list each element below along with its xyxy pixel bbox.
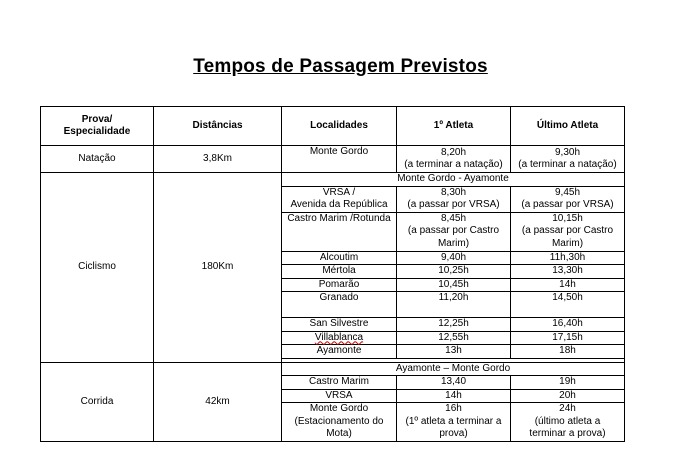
table-row (41, 146, 625, 173)
primeiro-cell: 13h (397, 345, 511, 359)
ultimo-cell: 14h (511, 278, 625, 292)
distancia-natacao: 3,8Km (154, 146, 282, 173)
primeiro-cell: 13,40 (397, 376, 511, 390)
local-cell: Alcoutim (282, 251, 397, 265)
local-cell: Monte Gordo (Estacionamento do Mota) (282, 403, 397, 442)
local-cell: VRSA / Avenida da República (282, 186, 397, 212)
section-row (41, 173, 625, 187)
ultimo-cell: 9,45h (a passar por VRSA) (511, 186, 625, 212)
ultimo-cell: 19h (511, 376, 625, 390)
timetable (40, 106, 625, 442)
ultimo-cell: 18h (511, 345, 625, 359)
primeiro-cell: 11,20h (397, 292, 511, 318)
primeiro-cell: 16h (1º atleta a terminar a prova) (397, 403, 511, 442)
ultimo-cell: 9,30h (a terminar a natação) (511, 146, 625, 173)
page-title: Tempos de Passagem Previstos (193, 56, 488, 77)
distancia-ciclismo: 180Km (154, 173, 282, 363)
header-ultimo-atleta: Último Atleta (511, 107, 625, 146)
primeiro-cell: 12,55h (397, 331, 511, 345)
section-row (41, 362, 625, 376)
header-localidades: Localidades (282, 107, 397, 146)
local-cell: Castro Marim (282, 376, 397, 390)
primeiro-cell: 14h (397, 389, 511, 403)
primeiro-cell: 8,30h (a passar por VRSA) (397, 186, 511, 212)
prova-natacao: Natação (41, 146, 154, 173)
ultimo-cell: 10,15h (a passar por Castro Marim) (511, 212, 625, 251)
ultimo-cell: 11h,30h (511, 251, 625, 265)
header-prova: Prova/ Especialidade (41, 107, 154, 146)
local-cell: Granado (282, 292, 397, 318)
local-cell: Pomarão (282, 278, 397, 292)
header-primeiro-atleta: 1º Atleta (397, 107, 511, 146)
ultimo-cell: 24h (último atleta a terminar a prova) (511, 403, 625, 442)
header-distancias: Distâncias (154, 107, 282, 146)
local-cell: Mértola (282, 265, 397, 279)
primeiro-cell: 8,45h (a passar por Castro Marim) (397, 212, 511, 251)
section-label: Ayamonte – Monte Gordo (282, 362, 625, 376)
local-cell: Ayamonte (282, 345, 397, 359)
prova-corrida: Corrida (41, 362, 154, 442)
primeiro-cell: 12,25h (397, 318, 511, 332)
primeiro-cell: 10,45h (397, 278, 511, 292)
primeiro-cell: 9,40h (397, 251, 511, 265)
local-cell: VRSA (282, 389, 397, 403)
ultimo-cell: 13,30h (511, 265, 625, 279)
local-cell: Monte Gordo (282, 146, 397, 173)
ultimo-cell: 14,50h (511, 292, 625, 318)
prova-ciclismo: Ciclismo (41, 173, 154, 363)
ultimo-cell: 20h (511, 389, 625, 403)
primeiro-cell: 8,20h (a terminar a natação) (397, 146, 511, 173)
primeiro-cell: 10,25h (397, 265, 511, 279)
ultimo-cell: 16,40h (511, 318, 625, 332)
distancia-corrida: 42km (154, 362, 282, 442)
local-cell: San Silvestre (282, 318, 397, 332)
local-cell: Castro Marim /Rotunda (282, 212, 397, 251)
local-cell: Villablanca (282, 331, 397, 345)
ultimo-cell: 17,15h (511, 331, 625, 345)
header-row (41, 107, 625, 146)
section-label: Monte Gordo - Ayamonte (282, 173, 625, 187)
